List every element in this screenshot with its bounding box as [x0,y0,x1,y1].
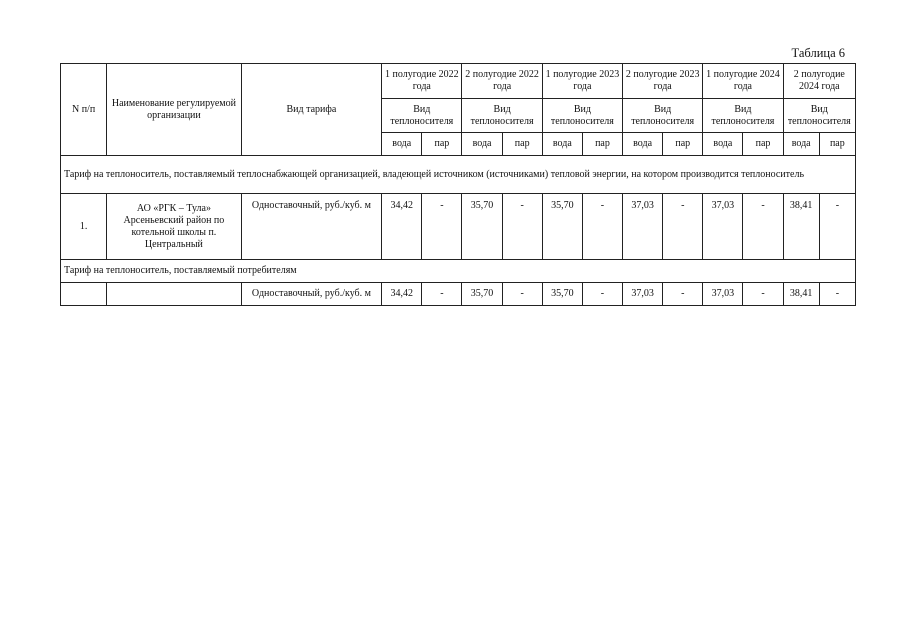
header-period: 1 полугодие 2023 года [542,64,622,99]
row-number [61,283,107,306]
header-num: N п/п [61,64,107,156]
header-carrier-kind: Вид теплоносителя [542,99,622,133]
section-title: Тариф на теплоноситель, поставляемый теплоснабжающей организацией, владеющей источником (источниками) тепловой энергии, на котором производится теплоноситель [61,156,856,194]
table-row [61,283,856,306]
header-steam: пар [743,133,783,156]
value-cell: 37,03 [703,283,743,306]
header-period: 2 полугодие 2023 года [623,64,703,99]
table-caption: Таблица 6 [791,46,845,60]
value-cell: 35,70 [462,283,502,306]
value-cell: - [819,283,855,306]
header-carrier-kind: Вид теплоносителя [382,99,462,133]
header-tariff-kind: Вид тарифа [241,64,382,156]
row-organization: АО «РГК – Тула» Арсеньевский район по котельной школы п. Центральный [107,194,242,260]
header-period: 1 полугодие 2024 года [703,64,783,99]
header-steam: пар [422,133,462,156]
row-tariff-type: Одноставочный, руб./куб. м [241,283,382,306]
header-water: вода [382,133,422,156]
value-cell: 38,41 [783,283,819,306]
tariff-table [60,63,856,306]
header-row-periods [61,64,856,99]
value-cell: - [743,283,783,306]
row-tariff-type: Одноставочный, руб./куб. м [241,194,382,260]
header-carrier-kind: Вид теплоносителя [623,99,703,133]
value-cell: 34,42 [382,194,422,260]
header-water: вода [623,133,663,156]
value-cell: 35,70 [542,283,582,306]
row-number: 1. [61,194,107,260]
value-cell: - [819,194,855,260]
header-steam: пар [582,133,622,156]
row-organization [107,283,242,306]
header-period: 2 полугодие 2022 года [462,64,542,99]
value-cell: 35,70 [462,194,502,260]
value-cell: - [743,194,783,260]
value-cell: 37,03 [703,194,743,260]
header-steam: пар [502,133,542,156]
header-water: вода [783,133,819,156]
header-period: 1 полугодие 2022 года [382,64,462,99]
value-cell: 35,70 [542,194,582,260]
value-cell: - [582,283,622,306]
value-cell: - [502,194,542,260]
header-period: 2 полугодие 2024 года [783,64,855,99]
table-row [61,194,856,260]
value-cell: - [422,283,462,306]
value-cell: - [582,194,622,260]
header-carrier-kind: Вид теплоносителя [703,99,783,133]
value-cell: 37,03 [623,283,663,306]
value-cell: - [502,283,542,306]
header-water: вода [703,133,743,156]
header-org: Наименование регулируемой организации [107,64,242,156]
header-steam: пар [663,133,703,156]
header-water: вода [462,133,502,156]
value-cell: - [422,194,462,260]
value-cell: 34,42 [382,283,422,306]
header-steam: пар [819,133,855,156]
header-carrier-kind: Вид теплоносителя [783,99,855,133]
header-carrier-kind: Вид теплоносителя [462,99,542,133]
section-row [61,260,856,283]
value-cell: 38,41 [783,194,819,260]
section-title: Тариф на теплоноситель, поставляемый потребителям [61,260,856,283]
section-row [61,156,856,194]
value-cell: - [663,194,703,260]
value-cell: 37,03 [623,194,663,260]
value-cell: - [663,283,703,306]
header-water: вода [542,133,582,156]
